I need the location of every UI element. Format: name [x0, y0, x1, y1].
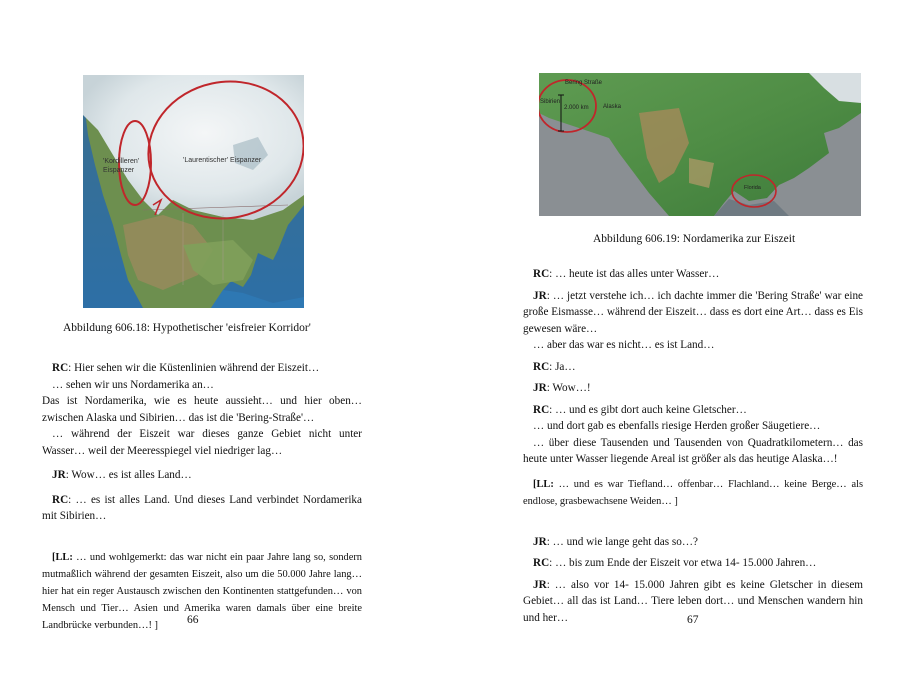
page-number: 66	[187, 614, 199, 626]
paragraph-text: … während der Eiszeit war dieses ganze Gebiet nicht unter Wasser… weil der Meeresspiegel viel niedriger lag…	[42, 428, 362, 457]
speaker: JR	[533, 535, 547, 548]
paragraph-text: … und wohlgemerkt: das war nicht ein paar Jahre lang so, sondern mutmaßlich während der gesamten Eiszeit, also um die 50.000 Jahre lang… hier hat ein reger Austausch zwischen den Kontinenten stattgefunden… von Mensch und Tier… Asien und Amerika waren damals über eine breite Landbrücke verbunden…! ]	[42, 551, 362, 631]
paragraph-text: : Hier sehen wir die Küstenlinien während der Eiszeit…	[68, 362, 320, 374]
speaker: RC	[533, 557, 550, 569]
paragraph-text: … und es war Tiefland… offenbar… Flachland… keine Berge… als endlose, grasbewachsene Weiden… ]	[523, 478, 863, 507]
paragraph	[523, 359, 863, 376]
paragraph	[523, 337, 863, 354]
cordillera-label-line2: Eispanzer	[103, 167, 135, 174]
paragraph	[523, 288, 863, 338]
paragraph-text: : … jetzt verstehe ich… ich dachte immer die 'Bering Straße' war eine große Eismasse… während der Eiszeit… dass es dort eine Art… dass es Eis gewesen wäre…	[523, 289, 863, 335]
paragraph	[523, 380, 863, 397]
paragraph	[523, 534, 863, 551]
paragraph-text: : Wow…!	[546, 382, 591, 394]
figure-ice-age-north-america-map	[539, 73, 861, 216]
speaker: RC	[52, 362, 69, 374]
scale-label: 2.000 km	[564, 105, 589, 111]
page-number: 67	[687, 614, 699, 626]
speaker: JR	[52, 469, 66, 481]
paragraph	[42, 492, 362, 525]
figure-ice-free-corridor-map	[83, 75, 304, 308]
note-paragraph	[523, 476, 863, 510]
speaker: RC	[533, 360, 550, 373]
paragraph-text: … sehen wir uns Nordamerika an…	[52, 378, 214, 391]
speaker: RC	[52, 493, 69, 506]
paragraph	[42, 467, 362, 484]
paragraph	[523, 402, 863, 419]
laurentide-label: 'Laurentischer' Eispanzer	[183, 157, 262, 164]
paragraph-text: : … also vor 14- 15.000 Jahren gibt es keine Gletscher in diesem Gebiet… all das ist Land… Tiere leben dort… und Menschen wandern hin und her…	[523, 578, 863, 624]
body-text	[523, 266, 863, 626]
bering-label: Bering Straße	[565, 80, 603, 86]
paragraph	[42, 377, 362, 394]
note-paragraph	[42, 549, 362, 634]
paragraph	[42, 360, 362, 377]
figure-caption: Abbildung 606.18: Hypothetischer 'eisfreier Korridor'	[63, 322, 311, 334]
paragraph	[523, 266, 863, 283]
paragraph-text: : Ja…	[549, 360, 576, 373]
paragraph-text: : Wow… es ist alles Land…	[65, 469, 192, 481]
paragraph-text: … und dort gab es ebenfalls riesige Herden großer Säugetiere…	[533, 420, 821, 432]
sibirien-label: Sibirien	[540, 99, 561, 105]
paragraph-text: : … und wie lange geht das so…?	[546, 535, 698, 548]
paragraph-text: : … heute ist das alles unter Wasser…	[549, 268, 720, 280]
body-text	[42, 360, 362, 634]
speaker: JR	[533, 289, 547, 302]
speaker: RC	[533, 268, 550, 280]
florida-label: Florida	[744, 185, 761, 191]
paragraph-text: Das ist Nordamerika, wie es heute aussieht… und hier oben… zwischen Alaska und Sibirien… das ist die 'Bering-Straße'…	[42, 395, 362, 424]
speaker: JR	[533, 382, 547, 394]
speaker: [LL:	[52, 551, 73, 563]
paragraph-text: : … es ist alles Land. Und dieses Land verbindet Nordamerika mit Sibirien…	[42, 493, 362, 522]
alaska-label: Alaska	[603, 104, 622, 110]
paragraph-text: … über diese Tausenden und Tausenden von Quadratkilometern… das heute unter Wasser liegende Areal ist größer als das heutige Alaska…!	[523, 436, 863, 465]
paragraph	[523, 418, 863, 435]
paragraph	[42, 426, 362, 459]
speaker: [LL:	[533, 478, 554, 490]
paragraph-text: : … bis zum Ende der Eiszeit vor etwa 14- 15.000 Jahren…	[549, 557, 817, 569]
paragraph-text: … aber das war es nicht… es ist Land…	[533, 339, 715, 351]
paragraph	[523, 435, 863, 468]
figure-caption: Abbildung 606.19: Nordamerika zur Eiszeit	[593, 233, 796, 245]
paragraph-text: : … und es gibt dort auch keine Gletscher…	[549, 403, 747, 416]
speaker: JR	[533, 578, 547, 591]
right-page	[450, 0, 900, 675]
paragraph	[42, 393, 362, 426]
paragraph	[523, 555, 863, 572]
cordillera-label: 'Kordilleren'	[103, 158, 140, 165]
speaker: RC	[533, 403, 550, 416]
